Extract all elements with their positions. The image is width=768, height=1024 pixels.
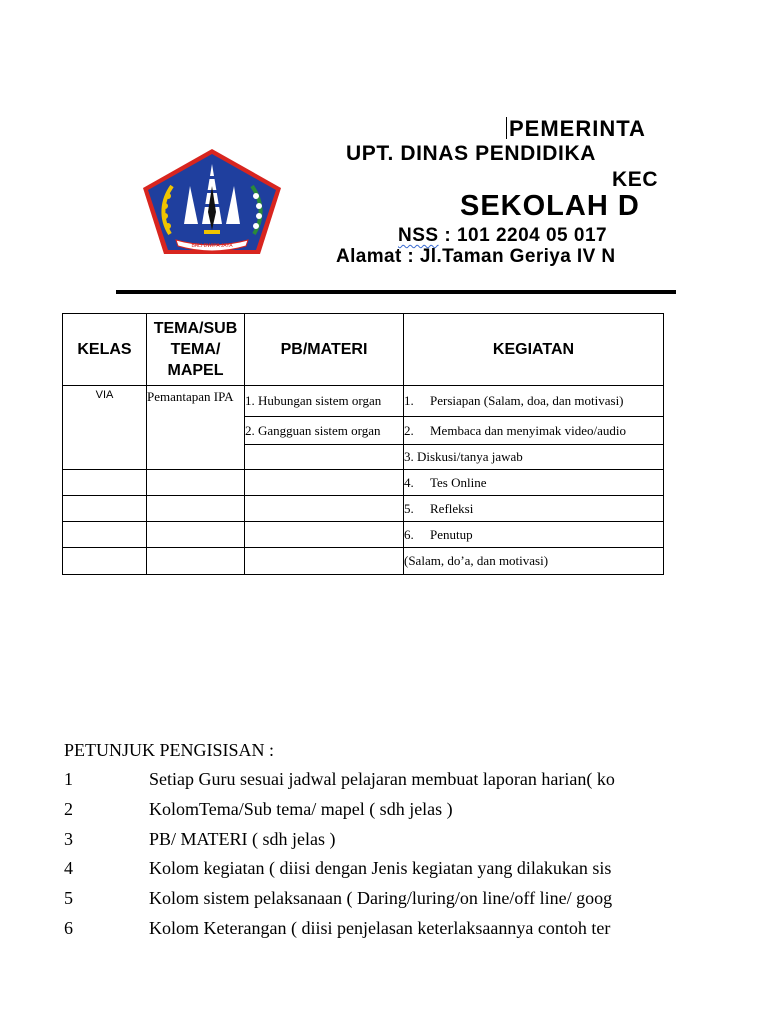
logo-banner-text: BALI DWIPA JAYA xyxy=(191,243,233,249)
cell-kelas: VIA xyxy=(63,386,147,470)
cell-empty xyxy=(245,522,404,548)
header-dinas: UPT. DINAS PENDIDIKA xyxy=(346,142,597,165)
cell-kegiatan-1: 1. Persiapan (Salam, doa, dan motivasi) xyxy=(404,386,664,417)
instructions-title: PETUNJUK PENGISISAN : xyxy=(64,740,275,760)
instruction-item: 4 Kolom kegiatan ( diisi dengan Jenis kegiatan yang dilakukan sis xyxy=(64,858,612,878)
table-row xyxy=(63,386,664,417)
header-government: PEMERINTA xyxy=(506,116,646,142)
nss-value: : 101 2204 05 017 xyxy=(438,225,608,246)
cell-kegiatan-2: 2. Membaca dan menyimak video/audio xyxy=(404,417,664,445)
cell-empty xyxy=(245,496,404,522)
instruction-item: 3 PB/ MATERI ( sdh jelas ) xyxy=(64,829,336,849)
header-materi: PB/MATERI xyxy=(245,314,404,386)
cell-materi-1: 1. Hubungan sistem organ xyxy=(245,386,404,417)
instruction-item: 5 Kolom sistem pelaksanaan ( Daring/luring/on line/off line/ goog xyxy=(64,888,613,908)
cell-empty xyxy=(147,548,245,575)
text-cursor xyxy=(506,117,507,139)
cell-empty xyxy=(63,470,147,496)
cell-empty xyxy=(147,496,245,522)
cell-empty xyxy=(63,496,147,522)
header-nss xyxy=(398,225,607,247)
header-address: Alamat : Jl.Taman Geriya IV N xyxy=(336,246,616,267)
cell-kegiatan-6: 6. Penutup xyxy=(404,522,664,548)
cell-kegiatan-7: (Salam, do’a, dan motivasi) xyxy=(404,548,664,575)
instruction-item: 1 Setiap Guru sesuai jadwal pelajaran membuat laporan harian( ko xyxy=(64,769,615,789)
cell-kegiatan-3: 3. Diskusi/tanya jawab xyxy=(404,445,664,470)
nss-label: NSS xyxy=(398,225,439,246)
cell-empty xyxy=(147,470,245,496)
header-kelas: KELAS xyxy=(63,314,147,386)
bali-province-emblem-icon xyxy=(138,146,286,258)
cell-kegiatan-5: 5. Refleksi xyxy=(404,496,664,522)
cell-empty xyxy=(63,548,147,575)
cell-materi-2: 2. Gangguan sistem organ xyxy=(245,417,404,445)
header-divider xyxy=(116,290,676,294)
table-row xyxy=(63,522,664,548)
instruction-item: 6 Kolom Keterangan ( diisi penjelasan keterlaksaannya contoh ter xyxy=(64,918,611,938)
cell-empty xyxy=(63,522,147,548)
cell-kegiatan-4: 4. Tes Online xyxy=(404,470,664,496)
table-header-row xyxy=(63,314,664,386)
cell-empty xyxy=(245,548,404,575)
header-kecamatan: KEC xyxy=(612,168,659,191)
cell-empty xyxy=(147,522,245,548)
table-row xyxy=(63,470,664,496)
page-clip-edge xyxy=(664,760,768,950)
cell-empty xyxy=(245,445,404,470)
cell-tema: Pemantapan IPA xyxy=(147,386,245,470)
instruction-item: 2 KolomTema/Sub tema/ mapel ( sdh jelas ) xyxy=(64,799,453,819)
header-tema: TEMA/SUB TEMA/ MAPEL xyxy=(147,314,245,386)
header-kegiatan: KEGIATAN xyxy=(404,314,664,386)
table-row xyxy=(63,496,664,522)
header-school-name: SEKOLAH D xyxy=(460,190,640,222)
activity-table xyxy=(62,313,664,575)
cell-empty xyxy=(245,470,404,496)
table-row xyxy=(63,548,664,575)
